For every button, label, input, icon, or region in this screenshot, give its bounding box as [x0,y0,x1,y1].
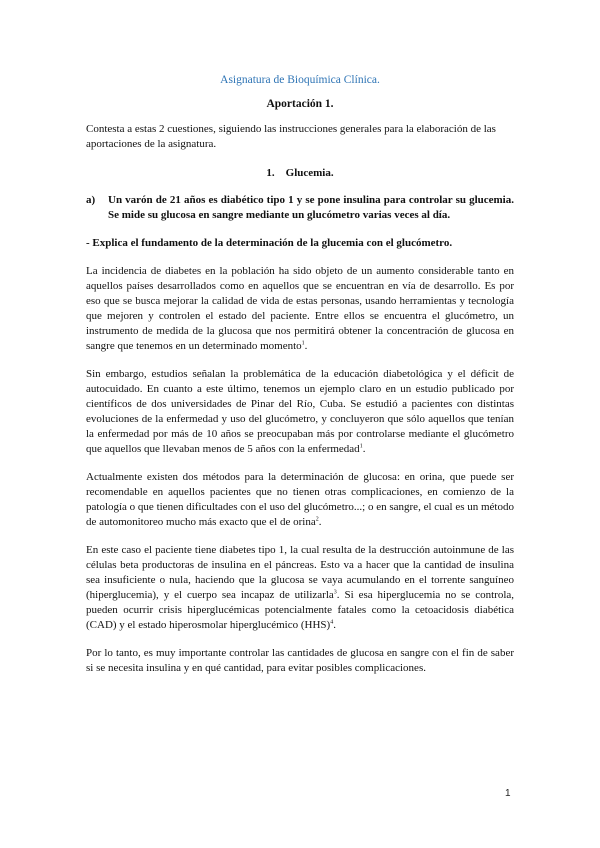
page-number: 1 [505,788,511,799]
intro-paragraph: Contesta a estas 2 cuestiones, siguiendo las instrucciones generales para la elaboración de las aportaciones de la asignatura. [86,123,496,150]
paragraph-3 [86,470,514,530]
section-title: Glucemia. [285,167,334,179]
paragraph-tail: . [333,619,336,631]
sub-question: - Explica el fundamento de la determinación de la glucemia con el glucómetro. [86,237,453,249]
course-title: Asignatura de Bioquímica Clínica. [220,74,380,86]
section-heading [86,166,514,181]
paragraph-text: Actualmente existen dos métodos para la determinación de glucosa: en orina, que puede ser recomendable en aquellos pacientes que no tienen otras complicaciones, en comienzo de la patología o que tienen dificultades con el uso del glucómetro...; o en sangre, el cual es un método de automonitoreo mucho más exacto que el de orina [86,471,514,528]
paragraph-4 [86,543,514,633]
paragraph-text: Sin embargo, estudios señalan la problemática de la educación diabetológica y el déficit de autocuidado. En cuanto a este último, tenemos un ejemplo claro en un estudio publicado por científicos de dos universidades de Pinar del Río, Cuba. Se estudió a pacientes con distintas evoluciones de la enfermedad y uso del glucómetro, y concluyeron que sólo aquellos que tenían la enfermedad por más de 10 años se preocupaban más por controlarse mediante el glucómetro que aquellos que llevaban menos de 5 años con la enfermedad [86,368,514,455]
paragraph-text-continued: . Si esa hiperglucemia no se controla, pueden ocurrir crisis hiperglucémicas potencialmente fatales como la cetoacidosis diabética (CAD) y el estado hiperosmolar hiperglucémico (HHS) [86,589,515,631]
reference-marker: 4 [330,619,334,626]
reference-marker: 1 [359,443,363,450]
paragraph-tail: . [362,443,366,455]
paragraph-2 [86,367,514,457]
paragraph-tail: . [318,516,322,528]
paragraph-1 [86,264,514,354]
question-text: Un varón de 21 años es diabético tipo 1 y se pone insulina para controlar su glucemia. Se mide su glucosa en sangre mediante un glucómetro varias veces al día. [108,194,514,221]
question-marker: a) [86,194,96,206]
paragraph-text: La incidencia de diabetes en la población ha sido objeto de un aumento considerable tanto en aquellos países desarrollados como en aquellos que se encuentran en vía de desarrollo. Es por eso que se busca mejorar la calidad de vida de estas personas, usando herramientas y tecnología que mejoren y controlen el estado del paciente. Entre ellos se encuentra el glucómetro, un instrumento de medida de la glucosa que nos permitirá obtener la concentración de glucosa en sangre que tenemos en un determinado momento [86,265,514,352]
reference-marker: 1 [301,340,305,347]
paragraph-tail: . [304,340,308,352]
reference-marker: 2 [315,516,319,523]
paragraph-5: Por lo tanto, es muy importante controlar las cantidades de glucosa en sangre con el fin de saber si se necesita insulina y en qué cantidad, para evitar posibles complicaciones. [86,647,514,674]
document-body [86,122,514,689]
reference-marker: 3 [333,589,337,596]
question-a [86,193,514,223]
paragraph-text: En este caso el paciente tiene diabetes tipo 1, la cual resulta de la destrucción autoinmune de las células beta productoras de insulina en el páncreas. Esto va a hacer que la cantidad de insulina sea insuficiente o nula, haciendo que la glucosa se vaya acumulando en el torrente sanguíneo (hiperglucemia), y el cuerpo sea incapaz de utilizarla [86,544,514,601]
section-number: 1. [266,167,275,179]
contribution-title: Aportación 1. [266,98,334,110]
